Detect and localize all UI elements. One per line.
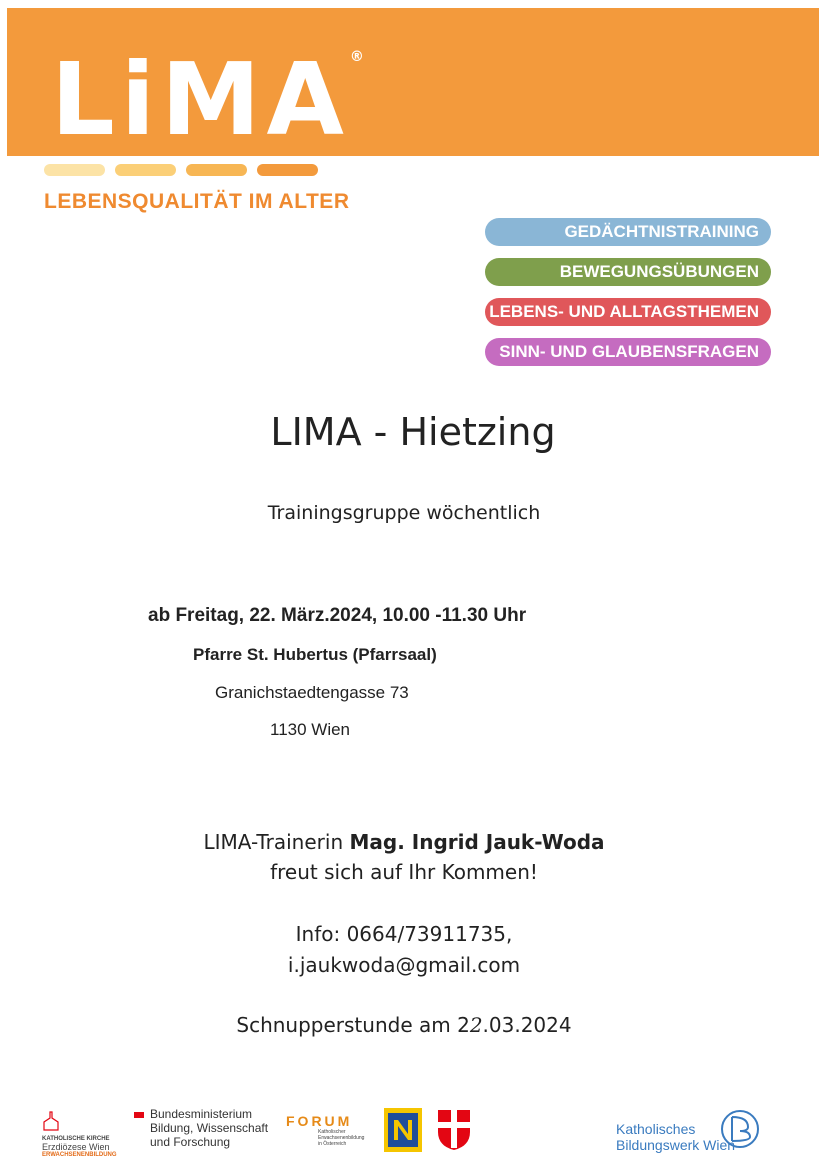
venue: Pfarre St. Hubertus (Pfarrsaal) xyxy=(193,645,437,664)
bm-line1: Bundesministerium xyxy=(150,1107,253,1121)
church-icon xyxy=(42,1110,72,1132)
logo-stripes xyxy=(44,164,318,176)
topic-pill: GEDÄCHTNISTRAINING xyxy=(485,218,771,246)
forum-sub3: in Österreich xyxy=(318,1141,347,1147)
kk-line3: ERWACHSENENBILDUNG xyxy=(42,1152,117,1158)
lima-logo xyxy=(51,41,364,158)
topic-pills xyxy=(485,218,771,378)
topic-pill: SINN- UND GLAUBENSFRAGEN xyxy=(485,338,771,366)
topic-pill: BEWEGUNGSÜBUNGEN xyxy=(485,258,771,286)
forum-name: FORUM xyxy=(286,1113,353,1129)
bundesministerium-logo xyxy=(134,1107,268,1149)
bildungswerk-mark-icon xyxy=(712,1107,768,1155)
wien-coat-of-arms-icon xyxy=(436,1108,472,1152)
kk-line1: KATHOLISCHE KIRCHE xyxy=(42,1136,110,1142)
phone-line: Info: 0664/73911735, xyxy=(295,922,513,946)
registered-mark: ® xyxy=(349,49,364,65)
trainer-prefix: LIMA-Trainerin xyxy=(203,830,350,854)
email-line: i.jaukwoda@gmail.com xyxy=(287,953,521,977)
katholische-kirche-logo xyxy=(42,1110,142,1158)
trainer-line xyxy=(0,830,808,854)
date-line: ab Freitag, 22. März.2024, 10.00 -11.30 Uhr xyxy=(148,605,527,626)
kbw-line2: Bildungswerk Wien xyxy=(616,1137,736,1153)
street-address: Granichstaedtengasse 73 xyxy=(215,683,409,702)
stripe xyxy=(44,164,105,176)
kk-line2: Erzdiözese Wien xyxy=(42,1142,110,1152)
logo-text: LiMA xyxy=(51,41,350,158)
header-banner xyxy=(7,8,819,156)
kbw-line1: Katholisches xyxy=(616,1121,696,1137)
stripe xyxy=(115,164,176,176)
stripe xyxy=(186,164,247,176)
trial-suffix: .03.2024 xyxy=(482,1013,572,1037)
tagline: LEBENSQUALITÄT IM ALTER xyxy=(44,190,350,213)
forum-sub1: Katholischer xyxy=(318,1129,346,1135)
page-title: LIMA - Hietzing xyxy=(270,410,556,454)
topic-pill: LEBENS- UND ALLTAGSTHEMEN xyxy=(485,298,771,326)
forum-sub2: Erwachsenenbildung xyxy=(318,1135,365,1141)
stripe xyxy=(257,164,318,176)
city: 1130 Wien xyxy=(270,720,351,739)
subtitle: Trainingsgruppe wöchentlich xyxy=(267,502,541,524)
bm-line3: und Forschung xyxy=(150,1135,231,1149)
footer-logos xyxy=(0,1105,826,1160)
trial-lesson xyxy=(0,1013,808,1037)
austria-flag-icon xyxy=(134,1112,144,1118)
welcome-line: freut sich auf Ihr Kommen! xyxy=(270,860,538,884)
bm-line2: Bildung, Wissenschaft xyxy=(150,1121,269,1135)
trainer-name: Mag. Ingrid Jauk-Woda xyxy=(349,830,605,854)
handwritten-digit: 2 xyxy=(469,1013,483,1037)
forum-logo xyxy=(286,1113,364,1147)
trial-prefix: Schnupperstunde am 2 xyxy=(236,1013,470,1037)
niederoesterreich-logo-icon xyxy=(384,1108,422,1152)
